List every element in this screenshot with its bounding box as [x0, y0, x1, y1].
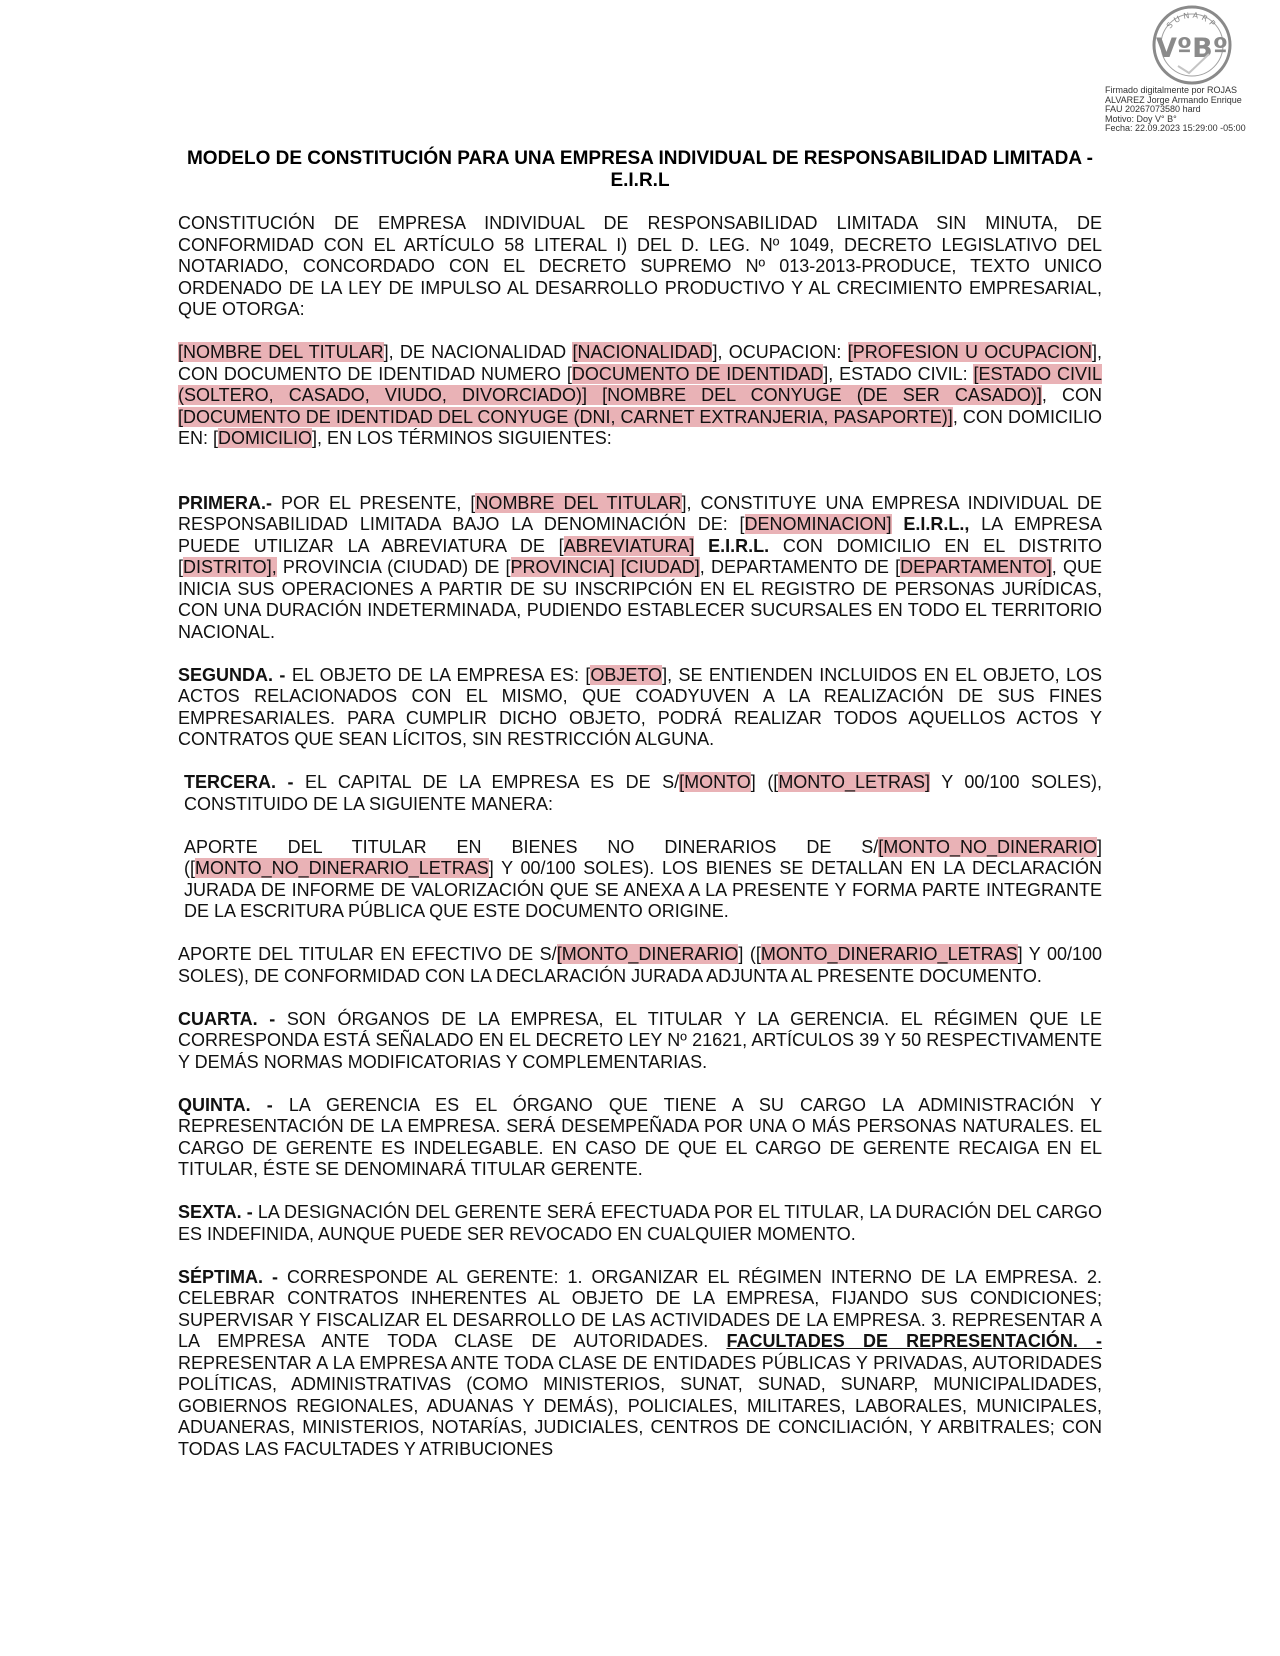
sunarp-seal [1151, 4, 1233, 86]
text-run: ], DE NACIONALIDAD [383, 342, 573, 362]
clause-label: SÉPTIMA. - [178, 1266, 279, 1287]
seal-ring-text: SUNARP [1164, 10, 1220, 31]
text-run: , DEPARTAMENTO DE [ [699, 557, 901, 577]
clause-tercera [178, 772, 1102, 815]
clause-sexta [178, 1202, 1102, 1245]
digital-signature [1105, 86, 1280, 134]
signature-line: ALVAREZ Jorge Armando Enrique [1105, 94, 1242, 105]
text-run: ], OCUPACION: [712, 342, 848, 362]
aporte-efectivo-paragraph [178, 944, 1102, 987]
text-run: , CON [1041, 385, 1102, 405]
field-monto-letras: MONTO_LETRAS] [778, 772, 931, 792]
text-run: APORTE DEL TITULAR EN BIENES NO DINERARIOS DE S/ [184, 836, 879, 857]
signature-line: Motivo: Doy V° B° [1105, 113, 1177, 124]
aporte-bienes-paragraph [178, 837, 1102, 923]
text-run: , QUE INICIA SUS OPERACIONES A PARTIR DE SU INSCRIPCIÓN EN EL REGISTRO DE PERSONAS JURÍDICAS, CON UNA DURACIÓN INDETERMINADA, PUDIENDO ESTABLECER SUCURSALES EN TODO EL TERRITORIO NACIONAL. [178, 557, 1103, 642]
field-objeto: OBJETO [590, 664, 663, 685]
text-run-bold: E.I.R.L. [694, 535, 770, 556]
text-run: ], CONSTITUYE UNA EMPRESA INDIVIDUAL DE RESPONSABILIDAD LIMITADA BAJO LA DENOMINACIÓN DE: [ [178, 492, 1102, 534]
text-run: ], SE ENTIENDEN INCLUIDOS EN EL OBJETO, LOS ACTOS RELACIONADOS CON EL MISMO, QUE COADYUVEN A LA REALIZACIÓN DE SUS FINES EMPRESARIALES. PARA CUMPLIR DICHO OBJETO, PODRÁ REALIZAR TODOS AQUELLOS ACTOS Y CONTRATOS QUE SEAN LÍCITOS, SIN RESTRICCIÓN ALGUNA. [178, 664, 1102, 749]
field-estado-civil: [ESTADO CIVIL (SOLTERO, CASADO, VIUDO, DIVORCIADO)] [NOMBRE DEL CONYUGE (DE SER CASADO)] [178, 363, 1102, 405]
field-documento-conyuge: [DOCUMENTO DE IDENTIDAD DEL CONYUGE (DNI, CARNET EXTRANJERIA, PASAPORTE)] [178, 406, 953, 427]
text-run: LA EMPRESA PUEDE UTILIZAR LA ABREVIATURA DE [ [178, 514, 1102, 556]
title-line-1: MODELO DE CONSTITUCIÓN PARA UNA EMPRESA INDIVIDUAL DE RESPONSABILIDAD LIMITADA - [186, 148, 1094, 169]
text-run: CON DOMICILIO EN EL DISTRITO [ [178, 535, 1102, 577]
text-run: ], ESTADO CIVIL: [823, 363, 974, 384]
text-run: EL OBJETO DE LA EMPRESA ES: [ [285, 664, 591, 685]
clause-label: CUARTA. - [178, 1008, 276, 1029]
facultades-heading: FACULTADES DE REPRESENTACIÓN. - [726, 1331, 1102, 1351]
signature-line: Fecha: 22.09.2023 15:29:00 -05:00 [1105, 123, 1246, 133]
text-run: ] ([ [750, 772, 779, 792]
field-abreviatura: ABREVIATURA] [563, 535, 695, 556]
text-run: APORTE DEL TITULAR EN EFECTIVO DE S/ [178, 944, 557, 964]
text-run: EL CAPITAL DE LA EMPRESA ES DE S/ [293, 772, 680, 792]
field-monto-no-dinerario: [MONTO_NO_DINERARIO [878, 836, 1097, 857]
clause-label: SEGUNDA. - [178, 664, 286, 685]
document-body [178, 213, 1102, 1482]
field-monto: [MONTO [679, 772, 751, 792]
field-documento-identidad: DOCUMENTO DE IDENTIDAD [571, 363, 824, 384]
clause-label: TERCERA. - [184, 772, 294, 792]
text-run: ] Y 00/100 SOLES). LOS BIENES SE DETALLAN EN LA DECLARACIÓN JURADA DE INFORME DE VALORIZACIÓN QUE SE ANEXA A LA PRESENTE Y FORMA PARTE INTEGRANTE DE LA ESCRITURA PÚBLICA QUE ESTE DOCUMENTO ORIGINE. [184, 858, 1102, 921]
seal-center-text: VºBº [1156, 33, 1228, 64]
clause-segunda [178, 665, 1102, 751]
text-run: CORRESPONDE AL GERENTE: 1. ORGANIZAR EL RÉGIMEN INTERNO DE LA EMPRESA. 2. CELEBRAR CONTRATOS INHERENTES AL OBJETO DE LA EMPRESA, FIJANDO SUS CONDICIONES; SUPERVISAR Y FISCALIZAR EL DESARROLLO DE LAS ACTIVIDADES DE LA EMPRESA. 3. REPRESENTAR A LA EMPRESA ANTE TODA CLASE DE AUTORIDADES. [178, 1266, 1102, 1351]
clause-primera [178, 493, 1102, 644]
field-monto-dinerario-letras: MONTO_DINERARIO_LETRAS [760, 944, 1018, 964]
text-run: PROVINCIA (CIUDAD) DE [ [276, 557, 511, 577]
field-provincia: PROVINCIA] [CIUDAD] [510, 557, 700, 577]
text-run: SON ÓRGANOS DE LA EMPRESA, EL TITULAR Y LA GERENCIA. EL RÉGIMEN QUE LE CORRESPONDA ESTÁ SEÑALADO EN EL DECRETO LEY Nº 21621, ARTÍCULOS 39 Y 50 RESPECTIVAMENTE Y DEMÁS NORMAS MODIFICATORIAS Y COMPLEMENTARIAS. [178, 1008, 1102, 1072]
text-run: LA DESIGNACIÓN DEL GERENTE SERÁ EFECTUADA POR EL TITULAR, LA DURACIÓN DEL CARGO ES INDEFINIDA, AUNQUE PUEDE SER REVOCADO EN CUALQUIER MOMENTO. [178, 1202, 1102, 1244]
field-nombre-titular: [NOMBRE DEL TITULAR [178, 342, 384, 362]
field-departamento: DEPARTAMENTO] [900, 557, 1052, 577]
text-run-bold: E.I.R.L., [891, 514, 970, 534]
clause-label: PRIMERA.- [178, 492, 272, 513]
text-run: ], CON DOCUMENTO DE IDENTIDAD NUMERO [ [178, 342, 1102, 384]
field-nombre-titular: NOMBRE DEL TITULAR [475, 492, 682, 513]
field-profesion: [PROFESION U OCUPACION [847, 342, 1092, 362]
field-nacionalidad: [NACIONALIDAD [572, 342, 713, 362]
text-run: ] Y 00/100 SOLES), DE CONFORMIDAD CON LA DECLARACIÓN JURADA ADJUNTA AL PRESENTE DOCUMENTO. [178, 944, 1103, 986]
clause-label: QUINTA. - [178, 1094, 273, 1115]
clause-septima [178, 1267, 1102, 1461]
parties-paragraph [178, 342, 1102, 450]
text-run: ], EN LOS TÉRMINOS SIGUIENTES: [312, 428, 612, 448]
clause-label: SEXTA. - [178, 1202, 253, 1222]
text-run: ] ([ [738, 944, 761, 964]
title-line-2: E.I.R.L [610, 170, 670, 191]
field-monto-no-dinerario-letras: MONTO_NO_DINERARIO_LETRAS [195, 858, 489, 878]
field-denominacion: DENOMINACION] [744, 514, 892, 534]
clause-cuarta [178, 1009, 1102, 1074]
text-run: LA GERENCIA ES EL ÓRGANO QUE TIENE A SU CARGO LA ADMINISTRACIÓN Y REPRESENTACIÓN DE LA EMPRESA. SERÁ DESEMPEÑADA POR UNA O MÁS PERSONAS NATURALES. EL CARGO DE GERENTE ES INDELEGABLE. EN CASO DE QUE EL CARGO DE GERENTE RECAIGA EN EL TITULAR, ÉSTE SE DENOMINARÁ TITULAR GERENTE. [178, 1094, 1102, 1179]
field-distrito: DISTRITO], [183, 557, 277, 577]
signature-line: Firmado digitalmente por ROJAS [1105, 85, 1238, 95]
text-run: Y 00/100 SOLES), CONSTITUIDO DE LA SIGUIENTE MANERA: [184, 772, 1103, 814]
text-run: POR EL PRESENTE, [ [272, 492, 476, 513]
field-monto-dinerario: [MONTO_DINERARIO [556, 944, 739, 964]
signature-line: FAU 20267073580 hard [1105, 104, 1201, 114]
document-title [150, 148, 1130, 192]
text-run: , CON DOMICILIO EN: [ [178, 406, 1102, 448]
clause-quinta [178, 1095, 1102, 1181]
intro-paragraph: CONSTITUCIÓN DE EMPRESA INDIVIDUAL DE RESPONSABILIDAD LIMITADA SIN MINUTA, DE CONFORMIDAD CON EL ARTÍCULO 58 LITERAL I) DEL D. LEG. Nº 1049, DECRETO LEGISLATIVO DEL NOTARIADO, CONCORDADO CON EL DECRETO SUPREMO Nº 013-2013-PRODUCE, TEXTO UNICO ORDENADO DE LA LEY DE IMPULSO AL DESARROLLO PRODUCTIVO Y AL CRECIMIENTO EMPRESARIAL, QUE OTORGA: [178, 213, 1102, 319]
text-run: REPRESENTAR A LA EMPRESA ANTE TODA CLASE DE ENTIDADES PÚBLICAS Y PRIVADAS, AUTORIDADES POLÍTICAS, ADMINISTRATIVAS (COMO MINISTERIOS, SUNAT, SUNAD, SUNARP, MUNICIPALIDADES, GOBIERNOS REGIONALES, ADUANAS Y DEMÁS), POLICIALES, MILITARES, LABORALES, MUNICIPALES, ADUANERAS, MINISTERIOS, NOTARÍAS, JUDICIALES, CENTROS DE CONCILIACIÓN, Y ARBITRALES; CON TODAS LAS FACULTADES Y ATRIBUCIONES [178, 1352, 1102, 1459]
text-run: ] ([ [184, 836, 1102, 878]
field-domicilio: DOMICILIO [218, 428, 313, 448]
